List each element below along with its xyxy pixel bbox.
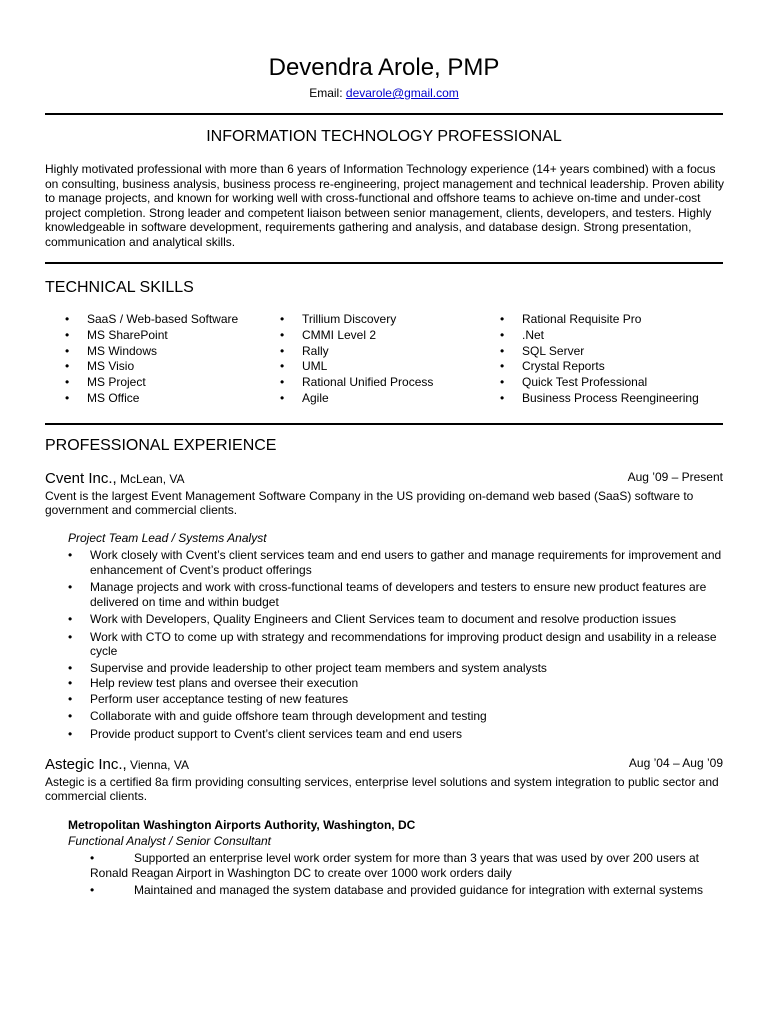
- job-bullets: [90, 851, 730, 898]
- job-role: Project Team Lead / Systems Analyst: [68, 531, 267, 545]
- section-title-experience: PROFESSIONAL EXPERIENCE: [45, 437, 277, 454]
- skill-item: • Quick Test Professional: [500, 375, 730, 391]
- job-bullet: • Help review test plans and oversee their execution: [68, 676, 728, 691]
- skill-item: • SaaS / Web-based Software: [65, 312, 275, 328]
- job-bullet: • Work with Developers, Quality Engineers and Client Services team to document and resolve production issues: [68, 612, 728, 627]
- resume-name: Devendra Arole, PMP: [268, 54, 500, 81]
- divider: [45, 113, 723, 115]
- skill-item: • Business Process Reengineering: [500, 391, 730, 407]
- skill-item: • Rational Unified Process: [280, 375, 490, 391]
- company-heading: [45, 756, 189, 773]
- skill-item: • Rally: [280, 344, 490, 360]
- divider: [45, 423, 723, 425]
- skill-item: • MS Windows: [65, 344, 275, 360]
- job-bullet-text: Supported an enterprise level work order system for more than 3 years that was used by over 200 users at Ronald Reagan Airport in Washington DC to create over 1000 work orders daily: [90, 851, 699, 880]
- skill-item: • MS Visio: [65, 359, 275, 375]
- divider: [45, 262, 723, 264]
- summary: Highly motivated professional with more than 6 years of Information Technology experience (14+ years combined) with a focus on consulting, business analysis, business process re-engineering, project management and technical leadership. Proven ability to manage projects, and known for working well with cross-functional and offshore teams to achieve on-time and under-cost project completion. Strong leader and competent liaison between senior management, clients, developers, and testers. Highly knowledgeable in software development, requirements gathering and analysis, and database design. Strong presentation, communication and analytical skills.: [45, 162, 725, 249]
- job-bullet: • Manage projects and work with cross-functional teams of developers and testers to ensure new product features are delivered on time and within budget: [68, 580, 728, 609]
- job-bullet: [90, 883, 730, 898]
- job-dates: Aug ’09 – Present: [627, 470, 723, 484]
- job-bullet: • Perform user acceptance testing of new features: [68, 692, 728, 707]
- job-dates: Aug ’04 – Aug ’09: [628, 756, 723, 770]
- skill-item: • MS Office: [65, 391, 275, 407]
- section-title-skills: TECHNICAL SKILLS: [45, 279, 194, 296]
- job-bullet: • Work with CTO to come up with strategy and recommendations for improving product design and usability in a release cycle: [68, 630, 728, 659]
- bullet-dot: •: [90, 851, 95, 865]
- client-organization: Metropolitan Washington Airports Authority, Washington, DC: [68, 818, 416, 832]
- skill-item: • UML: [280, 359, 490, 375]
- email-link[interactable]: devarole@gmail.com: [345, 86, 459, 100]
- skill-item: • MS Project: [65, 375, 275, 391]
- email-label: Email:: [309, 86, 346, 100]
- job-bullet: • Work closely with Cvent’s client services team and end users to gather and manage requirements for improvement and enhancement of Cvent’s product offerings: [68, 548, 728, 577]
- job-bullet-text: Maintained and managed the system database and provided guidance for integration with external systems: [134, 883, 704, 897]
- skill-item: • Crystal Reports: [500, 359, 730, 375]
- job-bullets: [68, 548, 728, 741]
- job-role: Functional Analyst / Senior Consultant: [68, 834, 271, 848]
- skill-item: • Rational Requisite Pro: [500, 312, 730, 328]
- job-bullet: • Supervise and provide leadership to other project team members and system analysts: [68, 661, 728, 676]
- company-location: McLean, VA: [116, 472, 185, 486]
- email-line: [0, 86, 768, 100]
- headline: INFORMATION TECHNOLOGY PROFESSIONAL: [206, 128, 562, 145]
- skill-item: • SQL Server: [500, 344, 730, 360]
- company-description: Astegic is a certified 8a firm providing consulting services, enterprise level solutions and system integration to public sector and commercial clients.: [45, 775, 719, 803]
- skill-item: • Agile: [280, 391, 490, 407]
- company-location: Vienna, VA: [126, 758, 189, 772]
- skills-column-1: [65, 312, 275, 407]
- job-bullet: [90, 851, 730, 880]
- company-heading: [45, 470, 185, 487]
- skill-item: • MS SharePoint: [65, 328, 275, 344]
- skill-item: • Trillium Discovery: [280, 312, 490, 328]
- company-description: Cvent is the largest Event Management Software Company in the US providing on-demand web based (SaaS) software to government and commercial clients.: [45, 489, 694, 517]
- job-bullet: • Provide product support to Cvent’s client services team and end users: [68, 727, 728, 742]
- company-name: Astegic Inc.,: [45, 756, 127, 773]
- bullet-dot: •: [90, 883, 95, 897]
- company-name: Cvent Inc.,: [45, 470, 117, 487]
- skill-item: • .Net: [500, 328, 730, 344]
- job-bullet: • Collaborate with and guide offshore team through development and testing: [68, 709, 728, 724]
- skills-column-3: [500, 312, 730, 407]
- skill-item: • CMMI Level 2: [280, 328, 490, 344]
- skills-column-2: [280, 312, 490, 407]
